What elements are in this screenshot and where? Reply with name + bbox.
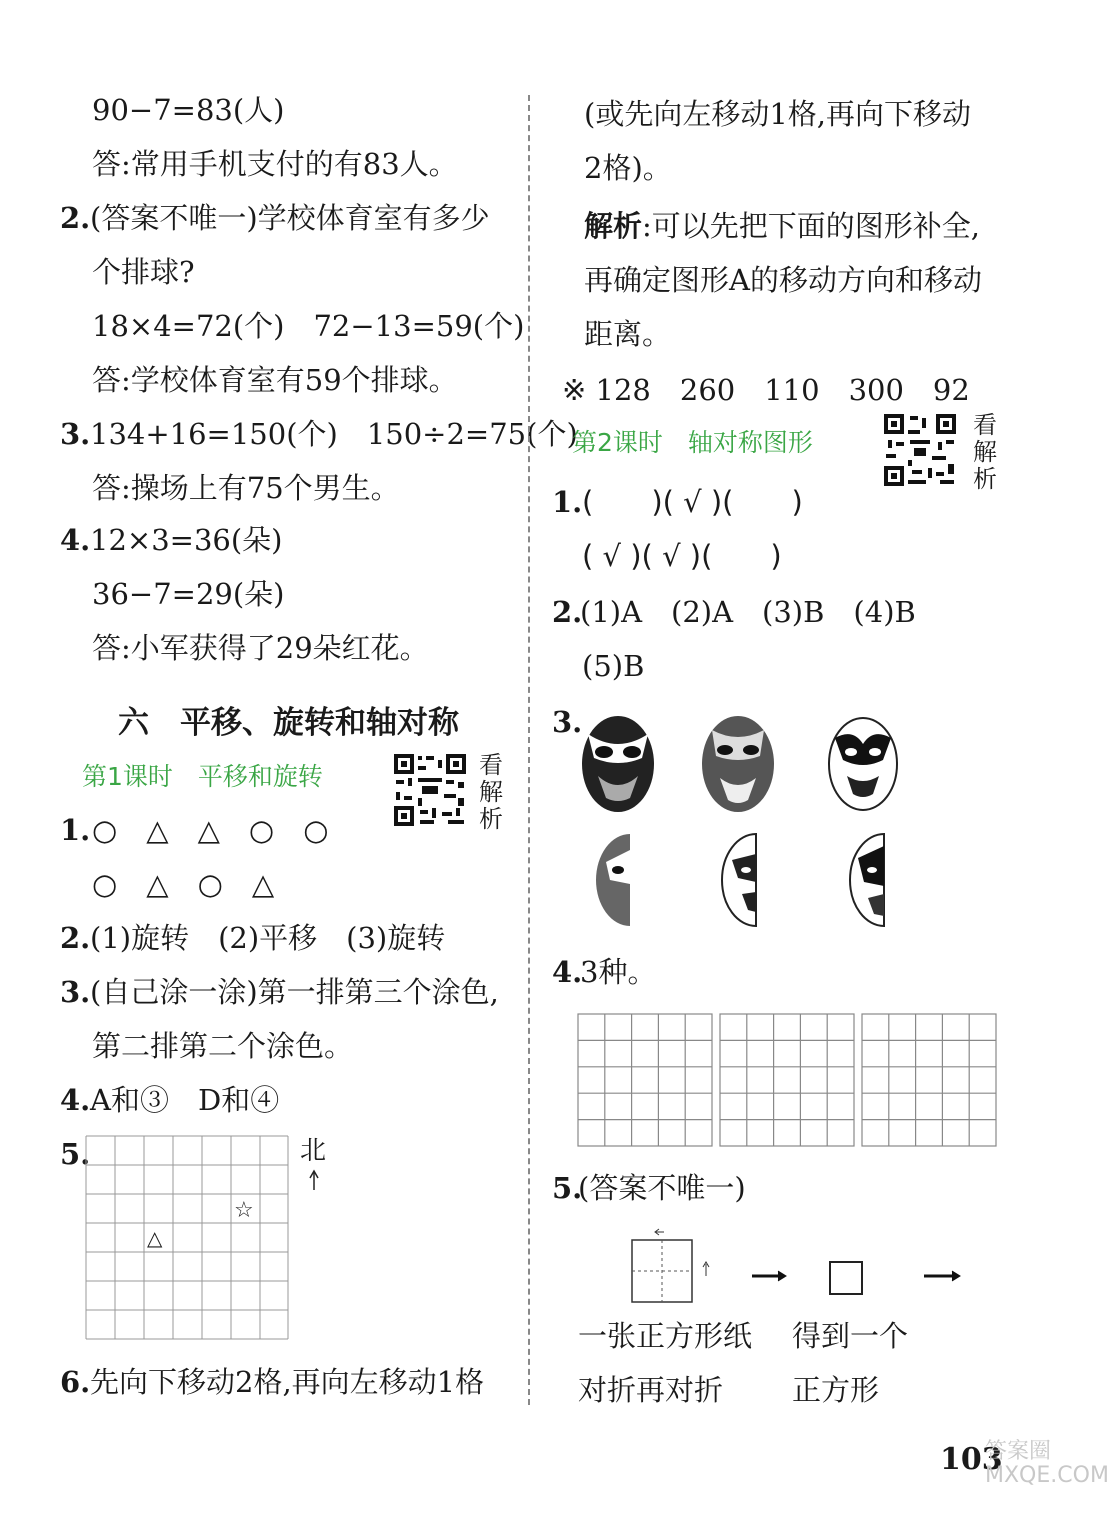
question-number: 3. <box>60 975 91 1009</box>
calc-line: 36−7=29(朵) <box>92 577 285 611</box>
shape-answers: ○ △ ○ △ <box>92 867 275 901</box>
answer-text: 第二排第二个涂色。 <box>92 1029 354 1063</box>
opera-masks-illustration <box>578 712 898 934</box>
lesson-title: 第2课时 轴对称图形 <box>572 428 813 457</box>
answer-text: (1)旋转 (2)平移 (3)旋转 <box>90 921 446 955</box>
diagram-caption: 正方形 <box>792 1373 880 1407</box>
bonus-answers: ※ 128 260 110 300 92 <box>562 373 970 407</box>
answer-text: 先向下移动2格,再向左移动1格 <box>90 1365 485 1399</box>
grid-with-marks <box>84 1134 334 1346</box>
answer-text: 2格)。 <box>584 151 672 185</box>
qr-label: 看解析 <box>479 751 503 833</box>
answer-text: (自己涂一涂)第一排第三个涂色, <box>90 975 499 1009</box>
calc-line: 18×4=72(个) 72−13=59(个) <box>92 309 525 343</box>
question-number: 4. <box>552 955 583 989</box>
lesson-title: 第1课时 平移和旋转 <box>82 762 323 791</box>
qr-code-icon[interactable] <box>392 752 468 828</box>
star-mark: ☆ <box>234 1198 254 1223</box>
answer-text: (或先向左移动1格,再向下移动 <box>584 97 971 131</box>
answer-grids <box>576 1010 1000 1150</box>
shape-answers: ○ △ △ ○ ○ <box>92 813 329 847</box>
question-number: 3. <box>552 705 583 739</box>
question-number: 5. <box>60 1137 91 1171</box>
diagram-caption: 一张正方形纸 <box>578 1319 753 1353</box>
analysis-text: 再确定图形A的移动方向和移动 <box>584 263 982 297</box>
answer-text: (答案不唯一) <box>578 1171 746 1205</box>
question-text: 个排球? <box>92 255 195 289</box>
analysis-text: :可以先把下面的图形补全, <box>642 209 981 243</box>
question-number: 5. <box>552 1171 583 1205</box>
check-answers: ( )( √ )( ) <box>582 485 803 519</box>
question-number: 2. <box>60 201 91 235</box>
question-number: 4. <box>60 523 91 557</box>
watermark: 答案圈 MXQE.COM <box>985 1439 1109 1489</box>
answer-line: 答:学校体育室有59个排球。 <box>92 363 458 397</box>
north-label: 北 <box>300 1136 327 1166</box>
folding-diagram <box>620 1226 980 1316</box>
question-number: 2. <box>552 595 583 629</box>
analysis-label: 解析 <box>584 209 643 243</box>
answer-text: A和③ D和④ <box>90 1083 280 1117</box>
question-number: 3. <box>60 417 91 451</box>
answer-text: 3种。 <box>580 955 657 989</box>
calc-line: 90−7=83(人) <box>92 93 285 127</box>
answer-text: (1)A (2)A (3)B (4)B <box>580 595 916 629</box>
question-number: 4. <box>60 1083 91 1117</box>
diagram-caption: 对折再对折 <box>578 1373 724 1407</box>
triangle-mark: △ <box>147 1226 163 1250</box>
answer-line: 答:操场上有75个男生。 <box>92 471 400 505</box>
section-title: 六 平移、旋转和轴对称 <box>118 705 459 741</box>
answer-line: 答:小军获得了29朵红花。 <box>92 631 429 665</box>
question-number: 6. <box>60 1365 91 1399</box>
calc-line: 134+16=150(个) 150÷2=75(个) <box>90 417 578 451</box>
page-number: 103 <box>940 1442 1003 1477</box>
answer-text: (5)B <box>582 649 645 683</box>
analysis-text: 距离。 <box>584 317 672 351</box>
answer-line: 答:常用手机支付的有83人。 <box>92 147 458 181</box>
diagram-caption: 得到一个 <box>792 1319 909 1353</box>
question-number: 1. <box>60 813 91 847</box>
check-answers: ( √ )( √ )( ) <box>582 539 782 573</box>
column-divider <box>528 95 530 1405</box>
qr-code-icon[interactable] <box>882 412 958 488</box>
question-number: 2. <box>60 921 91 955</box>
question-number: 1. <box>552 485 583 519</box>
qr-label: 看解析 <box>973 411 997 493</box>
calc-line: 12×3=36(朵) <box>90 523 283 557</box>
question-text: (答案不唯一)学校体育室有多少 <box>90 201 490 235</box>
